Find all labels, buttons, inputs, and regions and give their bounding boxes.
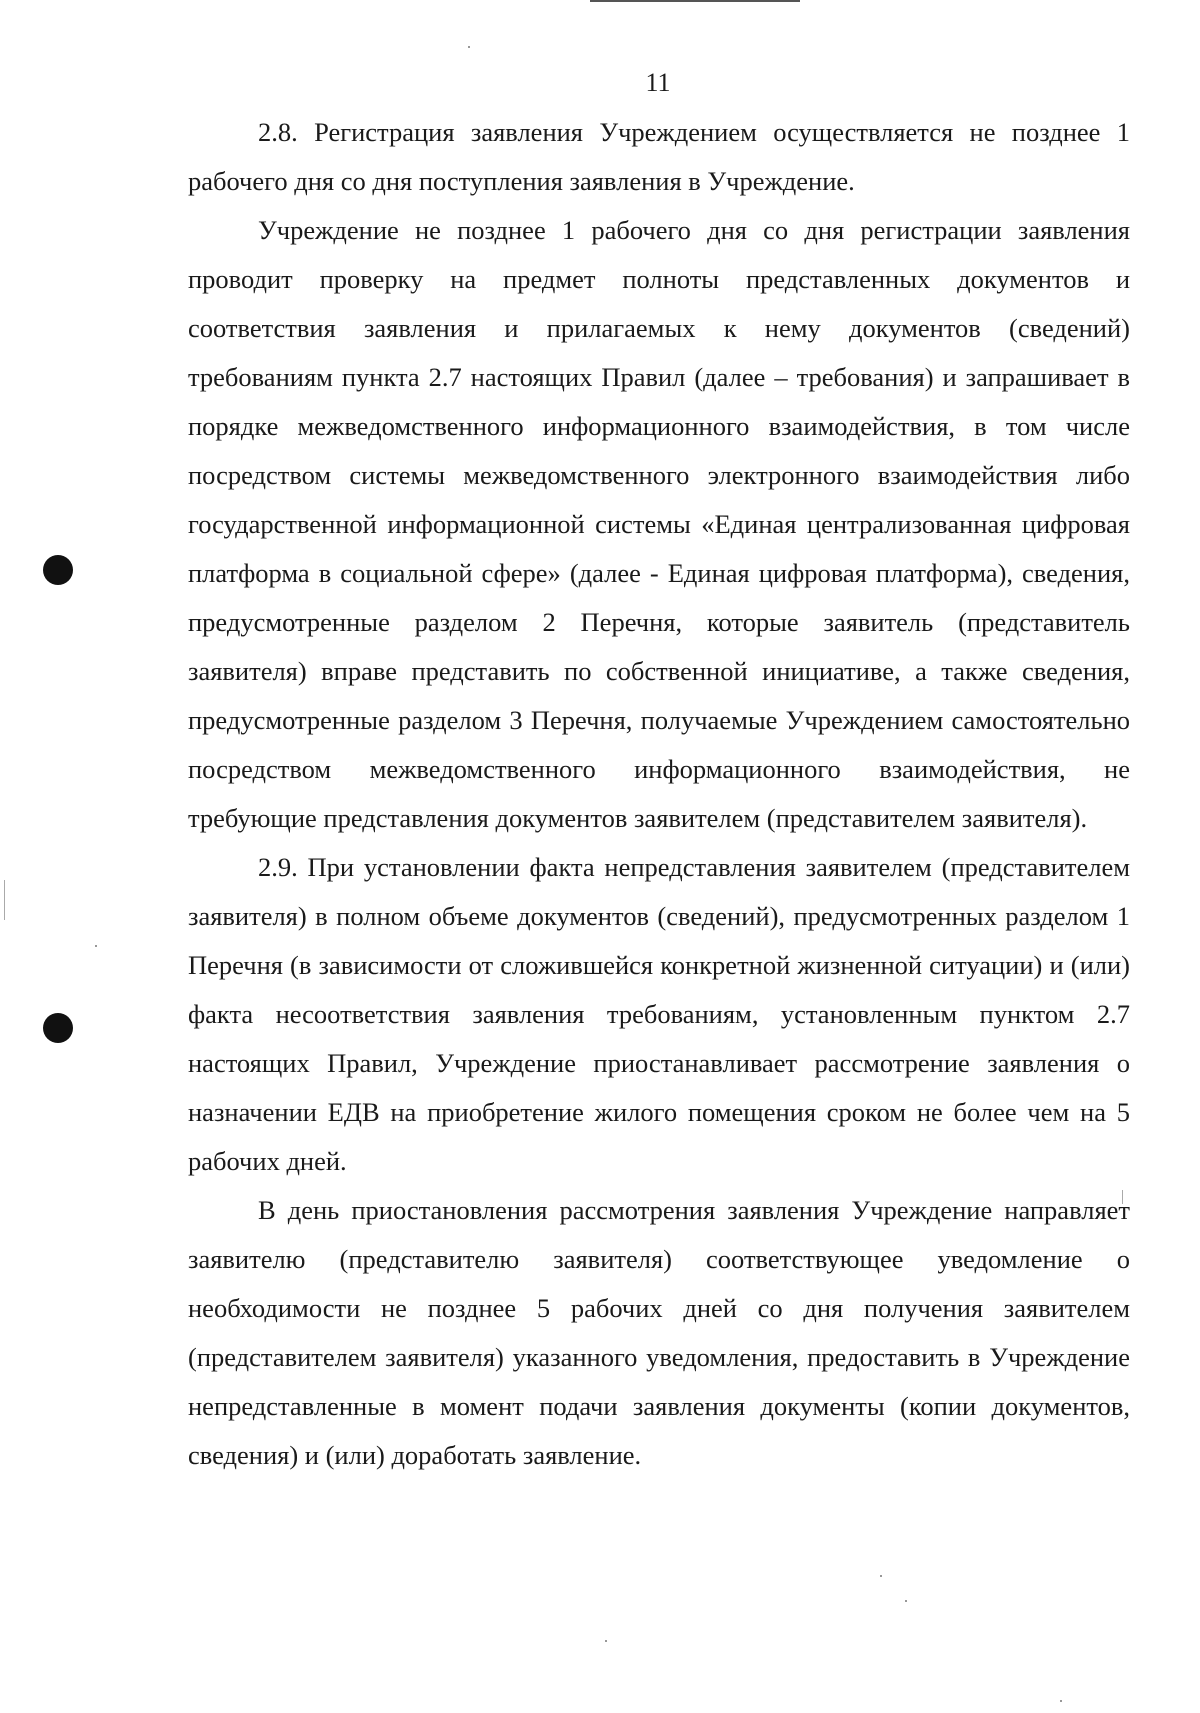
paragraph-2-9: 2.9. При установлении факта непредставления заявителем (представителем заявителя) в полном объеме документов (сведений), предусмотренных разделом 1 Перечня (в зависимости от сложившейся конкретной жизненной ситуации) и (или) факта несоответствия заявления требованиям, установленным пунктом 2.7 настоящих Правил, Учреждение приостанавливает рассмотрение заявления о назначении ЕДВ на приобретение жилого помещения сроком не более чем на 5 рабочих дней. xyxy=(188,852,1130,1176)
scan-speck xyxy=(1060,1700,1062,1702)
paragraph-2-8: 2.8. Регистрация заявления Учреждением осуществляется не позднее 1 рабочего дня со дня поступления заявления в Учреждение. xyxy=(188,117,1130,196)
document-body xyxy=(188,108,1130,1480)
scan-speck xyxy=(880,1575,882,1577)
page-number: 11 xyxy=(645,68,671,97)
paragraph-registration-check: Учреждение не позднее 1 рабочего дня со дня регистрации заявления проводит проверку на предмет полноты представленных документов и соответствия заявления и прилагаемых к нему документов (сведений) требованиям пункта 2.7 настоящих Правил (далее – требования) и запрашивает в порядке межведомственного информационного взаимодействия, в том числе посредством системы межведомственного электронного взаимодействия либо государственной информационной системы «Единая централизованная цифровая платформа в социальной сфере» (далее - Единая цифровая платформа), сведения, предусмотренные разделом 2 Перечня, которые заявитель (представитель заявителя) вправе представить по собственной инициативе, а также сведения, предусмотренные разделом 3 Перечня, получаемые Учреждением самостоятельно посредством межведомственного информационного взаимодействия, не требующие представления документов заявителем (представителем заявителя). xyxy=(188,215,1130,833)
scan-speck xyxy=(905,1600,907,1602)
punch-hole-mark xyxy=(43,555,73,585)
scan-edge-mark xyxy=(590,0,800,2)
scan-speck xyxy=(95,945,97,947)
scan-speck xyxy=(605,1640,607,1642)
punch-hole-mark xyxy=(43,1013,73,1043)
paragraph-suspension-notice: В день приостановления рассмотрения заявления Учреждение направляет заявителю (представителю заявителя) соответствующее уведомление о необходимости не позднее 5 рабочих дней со дня получения заявителем (представителем заявителя) указанного уведомления, предоставить в Учреждение непредставленные в момент подачи заявления документы (копии документов, сведения) и (или) доработать заявление. xyxy=(188,1195,1130,1470)
scan-speck xyxy=(468,46,470,48)
scan-artifact-line xyxy=(4,880,5,920)
